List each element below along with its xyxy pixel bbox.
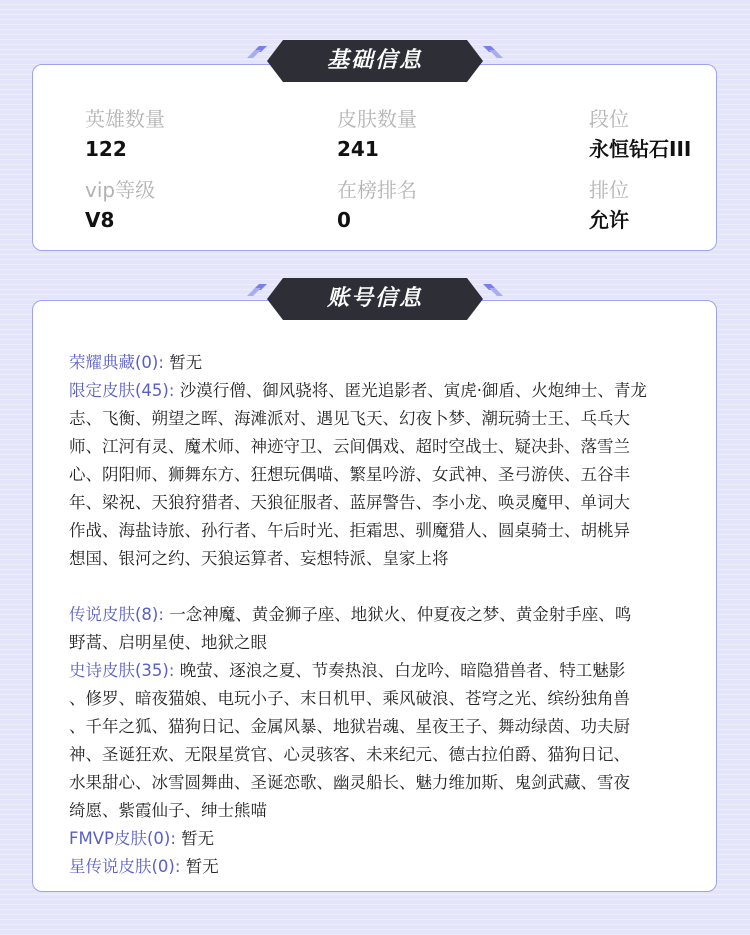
skin-names: 神、圣诞狂欢、无限星赏官、心灵骇客、未来纪元、德古拉伯爵、猫狗日记、 — [69, 745, 630, 764]
category-line — [69, 713, 699, 741]
category-line — [69, 601, 699, 629]
stat-label: 排位 — [589, 178, 629, 202]
skin-names: 心、阴阳师、狮舞东方、狂想玩偶喵、繁星吟游、女武神、圣弓游侠、五谷丰 — [69, 465, 630, 484]
category-line — [69, 461, 699, 489]
category-line — [69, 377, 699, 405]
skin-names: 想国、银河之约、天狼运算者、妄想特派、皇家上将 — [69, 549, 449, 568]
skin-names: 作战、海盐诗旅、孙行者、午后时光、拒霜思、驯魔猎人、圆桌骑士、胡桃异 — [69, 521, 630, 540]
category-line — [69, 825, 699, 853]
stat-vip-level — [85, 178, 285, 232]
skin-names: 沙漠行僧、御风骁将、匿光追影者、寅虎·御盾、火炮绅士、青龙 — [179, 381, 647, 400]
skin-names: 、千年之狐、猫狗日记、金属风暴、地狱岩魂、星夜王子、舞动绿茵、功夫厨 — [69, 717, 630, 736]
basic-info-banner — [245, 38, 505, 84]
stat-value: 241 — [337, 137, 379, 161]
skin-names: 、修罗、暗夜猫娘、电玩小子、末日机甲、乘风破浪、苍穹之光、缤纷独角兽 — [69, 689, 630, 708]
category-name: 传说皮肤(8): — [69, 605, 164, 624]
skin-names: 志、飞衡、朔望之晖、海滩派对、遇见飞天、幻夜卜梦、潮玩骑士王、乓乓大 — [69, 409, 630, 428]
stat-value: V8 — [85, 208, 115, 232]
category-spacer — [69, 573, 699, 601]
stat-ranked-allowed — [589, 178, 750, 232]
skin-names: 暂无 — [185, 857, 219, 876]
account-info-card — [32, 300, 717, 892]
skin-names: 暂无 — [181, 829, 215, 848]
category-name: 限定皮肤(45): — [69, 381, 175, 400]
stat-skin-count — [337, 107, 537, 161]
account-info-banner — [245, 276, 505, 322]
category-name: 星传说皮肤(0): — [69, 857, 181, 876]
stat-label: vip等级 — [85, 178, 156, 202]
stat-label: 英雄数量 — [85, 107, 165, 131]
skin-list — [69, 349, 699, 881]
category-name: FMVP皮肤(0): — [69, 829, 176, 848]
skin-names: 师、江河有灵、魔术师、神迹守卫、云间偶戏、超时空战士、疑决卦、落雪兰 — [69, 437, 630, 456]
section-title: 账号信息 — [326, 286, 423, 311]
category-line — [69, 517, 699, 545]
skin-names: 水果甜心、冰雪圆舞曲、圣诞恋歌、幽灵船长、魅力维加斯、鬼剑武藏、雪夜 — [69, 773, 630, 792]
category-line — [69, 629, 699, 657]
stat-label: 段位 — [589, 107, 629, 131]
stat-rank-tier — [589, 107, 750, 161]
stat-value: 0 — [337, 208, 351, 232]
category-line — [69, 489, 699, 517]
category-line — [69, 545, 699, 573]
category-line — [69, 657, 699, 685]
stat-label: 在榜排名 — [337, 178, 417, 202]
category-line — [69, 433, 699, 461]
skin-names: 一念神魔、黄金狮子座、地狱火、仲夏夜之梦、黄金射手座、鸣 — [169, 605, 632, 624]
section-title: 基础信息 — [326, 48, 423, 73]
stat-value: 永恒钻石III — [589, 137, 692, 161]
skin-names: 年、梁祝、天狼狩猎者、天狼征服者、蓝屏警告、李小龙、唤灵魔甲、单词大 — [69, 493, 630, 512]
skin-names: 野蒿、启明星使、地狱之眼 — [69, 633, 267, 652]
stat-hero-count — [85, 107, 285, 161]
category-line — [69, 797, 699, 825]
skin-names: 晚萤、逐浪之夏、节奏热浪、白龙吟、暗隐猎兽者、特工魅影 — [179, 661, 626, 680]
stat-label: 皮肤数量 — [337, 107, 417, 131]
category-line — [69, 769, 699, 797]
basic-info-card — [32, 64, 717, 251]
category-line — [69, 349, 699, 377]
category-line — [69, 405, 699, 433]
skin-names: 绮愿、紫霞仙子、绅士熊喵 — [69, 801, 267, 820]
category-name: 史诗皮肤(35): — [69, 661, 175, 680]
category-line — [69, 741, 699, 769]
stat-value: 122 — [85, 137, 127, 161]
category-line — [69, 853, 699, 881]
stat-leaderboard-rank — [337, 178, 537, 232]
category-line — [69, 685, 699, 713]
stat-value: 允许 — [589, 208, 629, 232]
skin-names: 暂无 — [169, 353, 203, 372]
category-name: 荣耀典藏(0): — [69, 353, 164, 372]
